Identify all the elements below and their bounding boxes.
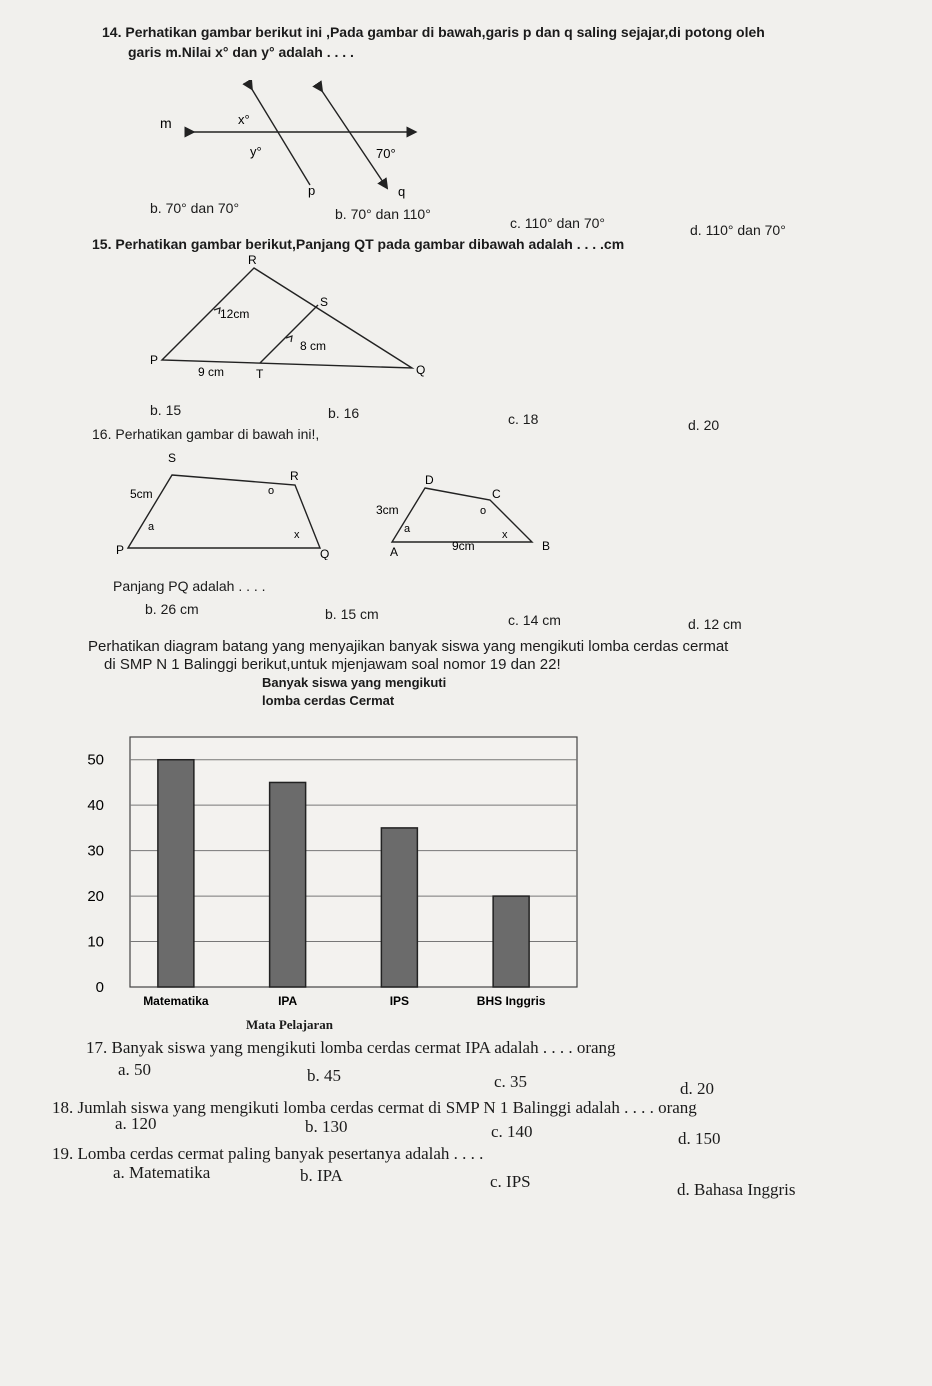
trapezoid-pqrs xyxy=(128,475,320,548)
angle-o: o xyxy=(268,485,275,497)
label-q: q xyxy=(398,184,406,199)
q18-option-4[interactable]: d. 150 xyxy=(678,1129,721,1148)
x-tick-label: IPA xyxy=(278,994,298,1008)
x-tick-label: IPS xyxy=(389,994,410,1008)
y-tick-label: 40 xyxy=(87,797,104,815)
label-8cm: 8 cm xyxy=(300,339,327,353)
angle-a: a xyxy=(404,523,411,535)
q15-text: 15. Perhatikan gambar berikut,Panjang QT pada gambar dibawah adalah . . . .cm xyxy=(92,236,625,252)
label-12cm: 12cm xyxy=(220,307,250,321)
q14-option-3[interactable]: c. 110° dan 70° xyxy=(510,215,606,231)
label-x: x° xyxy=(238,112,250,127)
q19-option-3[interactable]: c. IPS xyxy=(490,1172,531,1191)
y-tick-label: 50 xyxy=(87,751,104,769)
q18-option-2[interactable]: b. 130 xyxy=(305,1117,348,1136)
q15-option-2[interactable]: b. 16 xyxy=(328,405,360,421)
q14-text-line2: garis m.Nilai x° dan y° adalah . . . . xyxy=(128,44,354,60)
triangle-pqr xyxy=(162,268,412,368)
q14-option-2[interactable]: b. 70° dan 110° xyxy=(335,206,431,222)
q17-text: 17. Banyak siswa yang mengikuti lomba cerdas cermat IPA adalah . . . . orang xyxy=(86,1038,616,1057)
chart-intro-line1: Perhatikan diagram batang yang menyajikan banyak siswa yang mengikuti lomba cerdas cermat xyxy=(88,638,729,655)
label-m: m xyxy=(160,115,172,131)
bar-bhs-inggris xyxy=(493,896,529,987)
label-Q: Q xyxy=(320,547,330,560)
q19-option-4[interactable]: d. Bahasa Inggris xyxy=(677,1180,796,1199)
label-y: y° xyxy=(250,144,262,159)
q17-option-3[interactable]: c. 35 xyxy=(494,1072,528,1091)
label-p: p xyxy=(308,183,316,198)
q15-option-3[interactable]: c. 18 xyxy=(508,411,539,427)
label-A: A xyxy=(390,545,399,559)
q16-trapezoid-abcd-figure xyxy=(370,470,560,562)
line-q xyxy=(320,88,385,185)
label-9cm: 9 cm xyxy=(198,365,225,379)
bar-ipa xyxy=(270,782,306,987)
q15-option-1[interactable]: b. 15 xyxy=(150,402,182,418)
q15-triangle-figure xyxy=(140,250,440,385)
label-70: 70° xyxy=(376,146,396,161)
q17-option-1[interactable]: a. 50 xyxy=(118,1060,152,1079)
chart-intro-line2: di SMP N 1 Balinggi berikut,untuk mjenjawam soal nomor 19 dan 22! xyxy=(104,656,561,673)
label-3cm: 3cm xyxy=(376,503,399,517)
bar-chart xyxy=(80,715,600,1015)
q16-option-3[interactable]: c. 14 cm xyxy=(508,612,561,628)
segment-st xyxy=(260,305,318,363)
angle-o: o xyxy=(480,505,487,517)
q14-text-line1: 14. Perhatikan gambar berikut ini ,Pada gambar di bawah,garis p dan q saling sejajar,di potong oleh xyxy=(102,24,765,40)
y-tick-label: 0 xyxy=(95,979,104,996)
q17-option-2[interactable]: b. 45 xyxy=(307,1066,341,1085)
chart-subtitle: lomba cerdas Cermat xyxy=(262,693,395,708)
y-tick-label: 10 xyxy=(87,933,104,951)
label-C: C xyxy=(492,487,501,501)
chart-xlabel: Mata Pelajaran xyxy=(246,1017,334,1032)
chart-title: Banyak siswa yang mengikuti xyxy=(262,675,447,690)
q16-option-1[interactable]: b. 26 cm xyxy=(145,601,199,617)
label-R: R xyxy=(248,253,257,267)
q19-text: 19. Lomba cerdas cermat paling banyak pesertanya adalah . . . . xyxy=(52,1144,484,1163)
y-tick-label: 20 xyxy=(87,888,104,906)
q14-parallel-lines-figure xyxy=(150,80,430,200)
q16-text: 16. Perhatikan gambar di bawah ini!, xyxy=(92,426,320,442)
label-P: P xyxy=(116,543,125,557)
q16-question: Panjang PQ adalah . . . . xyxy=(113,578,266,594)
x-tick-label: BHS Inggris xyxy=(476,994,546,1008)
q16-trapezoid-pqrs-figure xyxy=(110,448,350,560)
y-tick-label: 30 xyxy=(87,842,104,860)
bar-ips xyxy=(381,828,417,987)
label-9cm: 9cm xyxy=(452,539,475,553)
angle-x: x xyxy=(502,529,508,541)
angle-x: x xyxy=(294,529,300,541)
q19-option-2[interactable]: b. IPA xyxy=(300,1166,343,1185)
q19-option-1[interactable]: a. Matematika xyxy=(113,1163,211,1182)
angle-a: a xyxy=(148,521,155,533)
q18-option-3[interactable]: c. 140 xyxy=(491,1122,533,1141)
label-B: B xyxy=(542,539,551,553)
label-S: S xyxy=(168,451,177,465)
q18-option-1[interactable]: a. 120 xyxy=(115,1114,157,1133)
bar-matematika xyxy=(158,760,194,987)
q16-option-2[interactable]: b. 15 cm xyxy=(325,606,379,622)
q15-option-4[interactable]: d. 20 xyxy=(688,417,720,433)
label-R: R xyxy=(290,469,299,483)
q14-option-4[interactable]: d. 110° dan 70° xyxy=(690,222,786,238)
label-P: P xyxy=(150,353,159,367)
q18-text: 18. Jumlah siswa yang mengikuti lomba cerdas cermat di SMP N 1 Balinggi adalah . . . . orang xyxy=(52,1098,697,1117)
q17-option-4[interactable]: d. 20 xyxy=(680,1079,714,1098)
q16-option-4[interactable]: d. 12 cm xyxy=(688,616,742,632)
label-5cm: 5cm xyxy=(130,487,153,501)
label-T: T xyxy=(256,367,264,381)
label-S: S xyxy=(320,295,329,309)
q14-option-1[interactable]: b. 70° dan 70° xyxy=(150,200,240,216)
label-Q: Q xyxy=(416,363,426,377)
x-tick-label: Matematika xyxy=(143,994,209,1008)
trapezoid-abcd xyxy=(392,488,532,542)
label-D: D xyxy=(425,473,434,487)
line-p xyxy=(250,86,310,185)
